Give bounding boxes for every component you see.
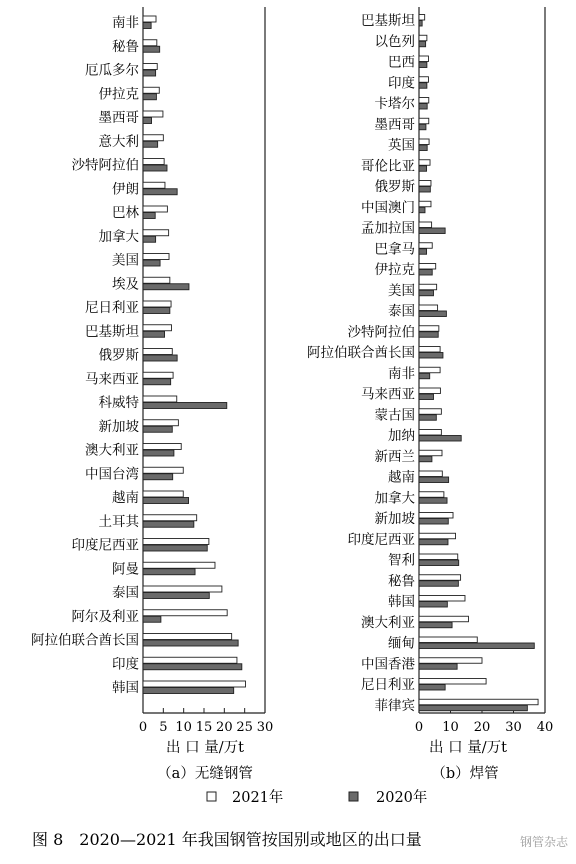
bar-2020 (143, 308, 170, 314)
bar-2020 (419, 539, 448, 545)
category-label: 蒙古国 (374, 407, 415, 424)
category-label: 泰国 (388, 303, 415, 320)
bar-2021 (419, 160, 430, 166)
category-label: 伊拉克 (374, 262, 415, 278)
bar-2020 (419, 373, 430, 379)
category-label: 澳大利亚 (361, 614, 415, 631)
bar-2020 (143, 426, 172, 432)
bar-2021 (143, 610, 227, 616)
category-label: 阿拉伯联合酋长国 (307, 345, 415, 361)
bar-2020 (143, 403, 227, 409)
bar-2021 (419, 98, 429, 104)
bar-2021 (419, 326, 439, 332)
category-label: 科威特 (98, 395, 139, 411)
bar-2020 (143, 94, 156, 100)
bar-2021 (143, 349, 172, 355)
category-label: 印度 (112, 656, 139, 673)
bar-2020 (419, 187, 430, 193)
category-label: 伊朗 (112, 181, 139, 198)
panel-a-caption: （a）无缝钢管 (157, 766, 253, 782)
category-label: 新加坡 (98, 418, 139, 435)
bar-2020 (143, 213, 155, 219)
seamless-pipe-chart (31, 7, 273, 756)
category-label: 土耳其 (98, 513, 139, 530)
bar-2020 (143, 236, 156, 242)
category-label: 印度尼西亚 (71, 537, 139, 554)
bar-2021 (143, 396, 177, 402)
category-label: 尼日利亚 (361, 677, 415, 693)
bar-2021 (419, 471, 442, 477)
bar-2021 (419, 533, 456, 539)
bar-2021 (143, 111, 163, 117)
bar-2021 (419, 305, 438, 311)
x-tick-label: 25 (236, 720, 253, 735)
bar-2021 (143, 325, 171, 331)
bar-2020 (143, 284, 189, 290)
category-label: 秘鲁 (112, 38, 139, 55)
bar-2021 (143, 515, 197, 521)
category-label: 印度尼西亚 (347, 531, 415, 548)
x-tick-label: 30 (256, 720, 274, 735)
x-axis-label: 出 口 量/万t (166, 740, 244, 756)
bar-2020 (419, 519, 448, 525)
bar-2021 (419, 35, 427, 41)
x-tick-label: 30 (505, 720, 522, 735)
bar-2020 (419, 311, 446, 317)
bar-2020 (419, 394, 433, 400)
category-label: 中国香港 (361, 656, 415, 673)
bar-2020 (143, 379, 171, 385)
category-label: 墨西哥 (98, 110, 139, 126)
bar-2021 (143, 562, 215, 568)
legend-label-2021: 2021年 (232, 790, 284, 806)
bar-2020 (419, 124, 426, 130)
category-label: 巴基斯坦 (361, 13, 415, 29)
bar-2020 (143, 521, 194, 527)
bar-2020 (419, 643, 534, 649)
bar-2020 (419, 664, 457, 670)
bar-2020 (143, 189, 177, 195)
bar-2021 (419, 367, 440, 373)
category-label: 新加坡 (374, 511, 415, 527)
bar-2020 (419, 705, 527, 711)
x-tick-label: 0 (414, 720, 424, 735)
bar-2020 (143, 70, 156, 76)
x-tick-label: 10 (175, 720, 192, 735)
bar-2020 (143, 260, 160, 266)
bar-2021 (419, 15, 425, 21)
bar-2020 (143, 640, 238, 646)
bar-2020 (419, 436, 461, 442)
figure-caption: 图 8 2020—2021 年我国钢管按国别或地区的出口量 (32, 830, 422, 849)
category-label: 俄罗斯 (374, 179, 415, 195)
bar-2021 (419, 513, 453, 519)
bar-2020 (419, 685, 445, 691)
category-label: 秘鲁 (388, 573, 415, 590)
category-label: 沙特阿拉伯 (347, 324, 415, 341)
bar-2020 (419, 332, 438, 338)
category-label: 印度 (388, 75, 415, 92)
bar-2020 (419, 62, 427, 68)
bar-2021 (143, 539, 209, 545)
legend-swatch-2020 (349, 792, 358, 801)
category-label: 菲律宾 (374, 697, 415, 714)
bar-2020 (419, 415, 436, 421)
bar-2021 (143, 681, 245, 687)
category-label: 巴西 (388, 54, 415, 71)
bar-2020 (143, 46, 160, 52)
bar-2021 (419, 409, 441, 415)
category-label: 阿拉伯联合酋长国 (31, 632, 139, 649)
bar-2021 (419, 575, 461, 581)
bar-2021 (419, 450, 442, 456)
category-label: 澳大利亚 (85, 442, 139, 459)
bar-2021 (143, 491, 183, 497)
panel-b-caption: （b）焊管 (431, 766, 499, 782)
watermark-text: 钢管杂志 (520, 835, 569, 849)
bar-2021 (419, 699, 538, 705)
bar-2020 (143, 545, 207, 551)
bar-2020 (419, 477, 449, 483)
category-label: 马来西亚 (361, 386, 415, 403)
category-label: 加纳 (388, 428, 415, 444)
bar-2020 (419, 290, 433, 296)
bar-2020 (143, 474, 173, 480)
category-label: 意大利 (98, 133, 139, 150)
bar-2020 (143, 616, 161, 622)
legend-swatch-2021 (207, 792, 216, 801)
category-label: 韩国 (112, 680, 139, 696)
x-tick-label: 0 (138, 720, 148, 735)
category-label: 美国 (388, 282, 415, 299)
category-label: 英国 (388, 137, 415, 154)
bar-2020 (143, 593, 209, 599)
bar-2021 (143, 64, 157, 70)
bar-2020 (143, 165, 167, 171)
bar-2020 (419, 581, 458, 587)
bar-2020 (419, 560, 459, 566)
bar-2020 (419, 602, 447, 608)
x-axis-label: 出 口 量/万t (429, 740, 507, 756)
bar-2021 (419, 430, 441, 436)
bar-2021 (143, 135, 163, 141)
bar-2020 (143, 118, 152, 124)
category-label: 泰国 (112, 585, 139, 601)
category-label: 尼日利亚 (85, 300, 139, 316)
category-label: 阿曼 (112, 561, 139, 578)
category-label: 巴林 (112, 205, 139, 221)
x-tick-label: 40 (536, 720, 554, 735)
bar-2020 (143, 569, 195, 575)
bar-2020 (419, 207, 425, 213)
bar-2021 (143, 372, 173, 378)
category-label: 阿尔及利亚 (71, 608, 139, 625)
bar-2021 (143, 444, 181, 450)
bar-2020 (419, 41, 426, 47)
bar-2020 (419, 83, 427, 89)
bar-2020 (143, 498, 189, 504)
category-label: 越南 (112, 490, 139, 506)
bar-2020 (419, 228, 445, 234)
bar-2020 (419, 21, 422, 27)
bar-2020 (419, 353, 443, 359)
category-label: 美国 (112, 252, 139, 269)
bar-2020 (419, 498, 447, 504)
bar-2021 (419, 616, 468, 622)
category-label: 马来西亚 (85, 371, 139, 388)
category-label: 南非 (388, 365, 415, 382)
category-label: 俄罗斯 (98, 347, 139, 364)
bar-2021 (419, 77, 428, 83)
bar-2021 (419, 243, 432, 249)
bar-2020 (143, 141, 158, 147)
bar-2021 (419, 347, 440, 353)
bar-2020 (419, 166, 427, 172)
category-label: 厄瓜多尔 (85, 62, 139, 79)
bar-2021 (419, 201, 431, 207)
category-label: 韩国 (388, 594, 415, 610)
category-label: 孟加拉国 (361, 220, 415, 237)
x-tick-label: 20 (216, 720, 233, 735)
bar-2021 (419, 222, 432, 228)
category-label: 越南 (388, 469, 415, 486)
bar-2021 (143, 277, 170, 283)
category-label: 中国台湾 (85, 466, 139, 483)
category-label: 智利 (388, 552, 415, 569)
bar-2020 (143, 355, 177, 361)
bar-2020 (143, 688, 234, 694)
category-label: 墨西哥 (374, 116, 415, 133)
bar-2021 (419, 658, 482, 664)
category-label: 巴基斯坦 (85, 323, 139, 340)
bar-2021 (143, 16, 156, 22)
bar-2021 (143, 420, 178, 426)
x-tick-label: 5 (159, 720, 168, 735)
bar-2020 (419, 104, 427, 110)
category-label: 南非 (112, 15, 139, 31)
bar-2021 (419, 56, 428, 62)
bar-2020 (143, 450, 174, 456)
bar-2021 (143, 634, 232, 640)
category-label: 缅甸 (388, 635, 415, 652)
welded-pipe-chart (307, 7, 553, 756)
bar-2020 (419, 456, 432, 462)
bar-2021 (143, 206, 167, 212)
category-label: 哥伦比亚 (361, 158, 415, 175)
category-label: 加拿大 (374, 490, 415, 507)
bar-2020 (419, 145, 427, 151)
bar-2021 (143, 467, 183, 473)
x-tick-label: 10 (442, 720, 459, 735)
bar-2021 (419, 118, 429, 124)
bar-2020 (419, 622, 452, 628)
category-label: 埃及 (112, 276, 139, 293)
bar-2021 (419, 637, 477, 643)
category-label: 巴拿马 (374, 241, 415, 258)
bar-2020 (143, 664, 242, 670)
bar-2020 (143, 23, 151, 29)
bar-2021 (143, 159, 164, 165)
bar-2020 (419, 249, 427, 255)
x-tick-label: 20 (473, 720, 491, 735)
bar-2021 (143, 87, 159, 93)
x-tick-label: 15 (195, 720, 213, 735)
bar-2021 (419, 554, 458, 560)
category-label: 卡塔尔 (374, 96, 415, 112)
bar-2020 (419, 270, 432, 276)
bar-2021 (143, 254, 169, 260)
category-label: 新西兰 (374, 448, 415, 465)
bar-2021 (419, 181, 431, 187)
category-label: 中国澳门 (361, 199, 415, 216)
bar-2021 (143, 182, 165, 188)
bar-2021 (419, 596, 465, 602)
bar-2021 (419, 388, 440, 394)
bar-2021 (419, 679, 486, 685)
legend (207, 788, 427, 806)
bar-2021 (419, 264, 436, 270)
bar-2021 (143, 657, 237, 663)
category-label: 加拿大 (98, 228, 139, 245)
bar-2020 (143, 331, 165, 337)
bar-2021 (419, 492, 444, 498)
bar-2021 (143, 301, 171, 307)
bar-2021 (419, 284, 437, 290)
bar-2021 (143, 40, 157, 46)
category-label: 伊拉克 (98, 86, 139, 103)
bar-2021 (419, 139, 429, 145)
category-label: 以色列 (374, 33, 415, 50)
category-label: 沙特阿拉伯 (71, 157, 139, 174)
legend-label-2020: 2020年 (376, 790, 428, 806)
bar-2021 (143, 586, 222, 592)
bar-2021 (143, 230, 169, 236)
